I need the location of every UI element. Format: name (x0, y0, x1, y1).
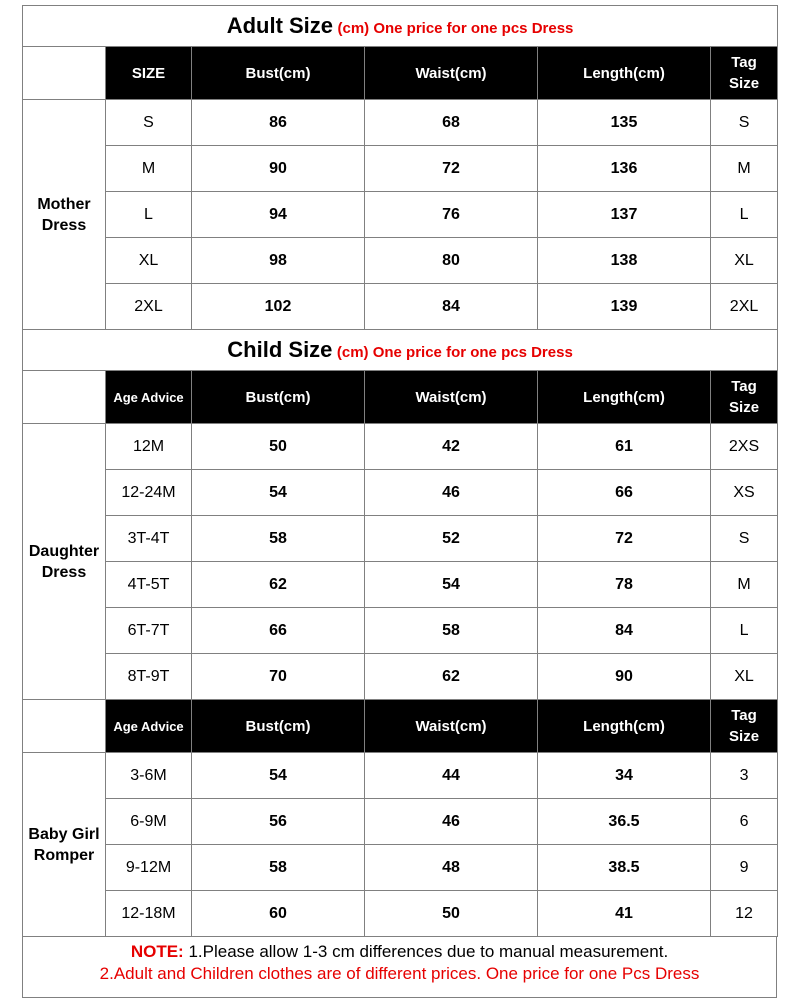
baby-cell: 41 (538, 891, 711, 937)
baby-header-cell: Waist(cm) (365, 700, 538, 753)
adult-cell: M (106, 146, 192, 192)
baby-cell: 9 (711, 845, 778, 891)
adult-row (23, 146, 778, 192)
child-cell: 78 (538, 562, 711, 608)
baby-cell: 44 (365, 753, 538, 799)
baby-cell: 48 (365, 845, 538, 891)
baby-cell: 60 (192, 891, 365, 937)
note-line-1: 1.Please allow 1-3 cm differences due to manual measurement. (183, 942, 669, 961)
adult-row (23, 284, 778, 330)
child-cell: 62 (365, 654, 538, 700)
baby-cell: 9-12M (106, 845, 192, 891)
adult-cell: S (106, 100, 192, 146)
child-row (23, 562, 778, 608)
child-cell: 90 (538, 654, 711, 700)
child-cell: 62 (192, 562, 365, 608)
child-cell: 46 (365, 470, 538, 516)
baby-row (23, 799, 778, 845)
baby-header-cell: Length(cm) (538, 700, 711, 753)
baby-cell: 56 (192, 799, 365, 845)
adult-row (23, 100, 778, 146)
adult-header-cell: Waist(cm) (365, 47, 538, 100)
adult-cell: 2XL (711, 284, 778, 330)
child-cell: 84 (538, 608, 711, 654)
child-cell: 8T-9T (106, 654, 192, 700)
adult-cell: 138 (538, 238, 711, 284)
baby-header-cell: Age Advice (106, 700, 192, 753)
child-row (23, 424, 778, 470)
child-cell: 66 (538, 470, 711, 516)
baby-cell: 6 (711, 799, 778, 845)
child-header-blank (23, 371, 106, 424)
adult-cell: L (106, 192, 192, 238)
child-row (23, 654, 778, 700)
note-line-2: 2.Adult and Children clothes are of different prices. One price for one Pcs Dress (99, 964, 700, 983)
child-cell: XL (711, 654, 778, 700)
adult-category: Mother Dress (23, 100, 106, 330)
adult-cell: 68 (365, 100, 538, 146)
baby-cell: 36.5 (538, 799, 711, 845)
baby-category: Baby Girl Romper (23, 753, 106, 937)
baby-cell: 12-18M (106, 891, 192, 937)
child-title-row (23, 330, 778, 371)
child-cell: 58 (192, 516, 365, 562)
child-row (23, 470, 778, 516)
adult-header-row (23, 47, 778, 100)
adult-title-cell (23, 6, 778, 47)
baby-header-row (23, 700, 778, 753)
child-cell: 70 (192, 654, 365, 700)
child-cell: XS (711, 470, 778, 516)
child-cell: 66 (192, 608, 365, 654)
child-subtitle: (cm) One price for one pcs Dress (336, 344, 573, 361)
note-box (22, 937, 777, 998)
adult-cell: 80 (365, 238, 538, 284)
adult-cell: 94 (192, 192, 365, 238)
baby-cell: 6-9M (106, 799, 192, 845)
adult-cell: 84 (365, 284, 538, 330)
adult-header-cell: Length(cm) (538, 47, 711, 100)
size-chart (22, 5, 777, 998)
adult-cell: XL (711, 238, 778, 284)
adult-header-cell: SIZE (106, 47, 192, 100)
child-cell: 54 (192, 470, 365, 516)
child-category: Daughter Dress (23, 424, 106, 700)
adult-cell: 137 (538, 192, 711, 238)
adult-title: Adult Size (226, 13, 334, 38)
child-header-cell: Age Advice (106, 371, 192, 424)
child-cell: 3T-4T (106, 516, 192, 562)
baby-cell: 54 (192, 753, 365, 799)
baby-cell: 12 (711, 891, 778, 937)
child-header-cell: Length(cm) (538, 371, 711, 424)
baby-row (23, 753, 778, 799)
baby-cell: 50 (365, 891, 538, 937)
adult-cell: 98 (192, 238, 365, 284)
child-header-cell: Bust(cm) (192, 371, 365, 424)
baby-cell: 46 (365, 799, 538, 845)
baby-header-cell: Tag Size (711, 700, 778, 753)
baby-cell: 3 (711, 753, 778, 799)
child-cell: 12-24M (106, 470, 192, 516)
child-cell: 42 (365, 424, 538, 470)
adult-subtitle: (cm) One price for one pcs Dress (337, 20, 574, 37)
baby-cell: 38.5 (538, 845, 711, 891)
adult-cell: XL (106, 238, 192, 284)
adult-cell: 90 (192, 146, 365, 192)
size-table-body (23, 6, 778, 937)
child-title: Child Size (227, 337, 333, 362)
adult-cell: 135 (538, 100, 711, 146)
child-cell: L (711, 608, 778, 654)
child-row (23, 608, 778, 654)
adult-cell: 102 (192, 284, 365, 330)
child-cell: S (711, 516, 778, 562)
child-cell: 72 (538, 516, 711, 562)
adult-cell: 86 (192, 100, 365, 146)
child-header-cell: Waist(cm) (365, 371, 538, 424)
note-label: NOTE: (130, 942, 184, 961)
adult-title-row (23, 6, 778, 47)
adult-cell: 76 (365, 192, 538, 238)
adult-header-blank (23, 47, 106, 100)
child-cell: 61 (538, 424, 711, 470)
child-cell: 58 (365, 608, 538, 654)
child-cell: 6T-7T (106, 608, 192, 654)
child-cell: 12M (106, 424, 192, 470)
baby-cell: 34 (538, 753, 711, 799)
adult-cell: 2XL (106, 284, 192, 330)
child-cell: 52 (365, 516, 538, 562)
size-table (22, 5, 778, 937)
adult-header-cell: Tag Size (711, 47, 778, 100)
child-cell: 2XS (711, 424, 778, 470)
baby-cell: 58 (192, 845, 365, 891)
baby-header-cell: Bust(cm) (192, 700, 365, 753)
child-cell: M (711, 562, 778, 608)
child-header-row (23, 371, 778, 424)
adult-cell: L (711, 192, 778, 238)
adult-row (23, 238, 778, 284)
child-row (23, 516, 778, 562)
adult-row (23, 192, 778, 238)
child-cell: 50 (192, 424, 365, 470)
child-header-cell: Tag Size (711, 371, 778, 424)
baby-row (23, 845, 778, 891)
child-cell: 54 (365, 562, 538, 608)
adult-header-cell: Bust(cm) (192, 47, 365, 100)
adult-cell: 72 (365, 146, 538, 192)
adult-cell: S (711, 100, 778, 146)
baby-cell: 3-6M (106, 753, 192, 799)
child-cell: 4T-5T (106, 562, 192, 608)
baby-row (23, 891, 778, 937)
baby-header-blank (23, 700, 106, 753)
adult-cell: 139 (538, 284, 711, 330)
adult-cell: 136 (538, 146, 711, 192)
child-title-cell (23, 330, 778, 371)
adult-cell: M (711, 146, 778, 192)
